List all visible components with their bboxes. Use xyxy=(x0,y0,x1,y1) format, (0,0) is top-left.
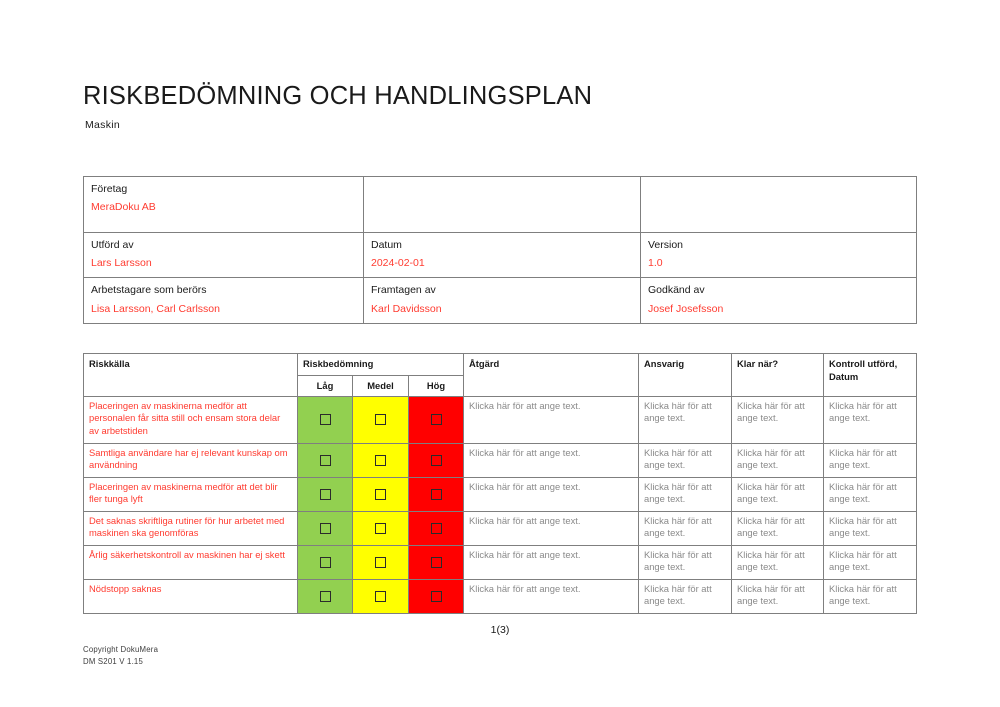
checkbox-high[interactable] xyxy=(431,455,442,466)
info-row-affected-workers xyxy=(84,278,917,323)
cell-risk-high[interactable] xyxy=(409,579,464,613)
cell-action[interactable]: Klicka här för att ange text. xyxy=(464,511,639,545)
col-header-responsible: Ansvarig xyxy=(639,354,732,397)
cell-due-date[interactable]: Klicka här för att ange text. xyxy=(732,477,824,511)
cell-risk-low[interactable] xyxy=(298,443,353,477)
risk-assessment-table xyxy=(83,353,917,614)
col-header-risk-source: Riskkälla xyxy=(84,354,298,397)
cell-control-performed[interactable]: Klicka här för att ange text. xyxy=(824,545,917,579)
cell-control-performed[interactable]: Klicka här för att ange text. xyxy=(824,579,917,613)
info-value: Karl Davidsson xyxy=(371,302,442,315)
cell-risk-medium[interactable] xyxy=(353,579,409,613)
cell-responsible[interactable]: Klicka här för att ange text. xyxy=(639,511,732,545)
cell-risk-medium[interactable] xyxy=(353,396,409,443)
cell-risk-source[interactable]: Nödstopp saknas xyxy=(84,579,298,613)
info-value: Lisa Larsson, Carl Carlsson xyxy=(91,302,220,315)
info-cell-empty-2[interactable] xyxy=(641,177,917,233)
info-value: 2024-02-01 xyxy=(371,257,425,270)
cell-control-performed[interactable]: Klicka här för att ange text. xyxy=(824,443,917,477)
info-cell-empty-1[interactable] xyxy=(364,177,641,233)
cell-responsible[interactable]: Klicka här för att ange text. xyxy=(639,579,732,613)
cell-risk-medium[interactable] xyxy=(353,545,409,579)
info-cell-prepared-by[interactable] xyxy=(364,278,641,323)
info-label: Utförd av xyxy=(91,239,134,251)
title-block xyxy=(83,82,923,131)
info-cell-version[interactable] xyxy=(641,233,917,278)
cell-responsible[interactable]: Klicka här för att ange text. xyxy=(639,396,732,443)
cell-risk-low[interactable] xyxy=(298,545,353,579)
cell-action[interactable]: Klicka här för att ange text. xyxy=(464,443,639,477)
page-subtitle: Maskin xyxy=(85,119,121,132)
checkbox-medium[interactable] xyxy=(375,455,386,466)
info-row-company xyxy=(84,177,917,233)
col-header-low: Låg xyxy=(298,376,353,397)
cell-due-date[interactable]: Klicka här för att ange text. xyxy=(732,443,824,477)
risk-table-header-row-main xyxy=(84,354,917,376)
page-number: 1(3) xyxy=(490,624,510,636)
cell-responsible[interactable]: Klicka här för att ange text. xyxy=(639,545,732,579)
info-cell-date[interactable] xyxy=(364,233,641,278)
info-label: Företag xyxy=(91,183,128,195)
cell-risk-medium[interactable] xyxy=(353,477,409,511)
cell-action[interactable]: Klicka här för att ange text. xyxy=(464,396,639,443)
cell-responsible[interactable]: Klicka här för att ange text. xyxy=(639,443,732,477)
cell-risk-source[interactable]: Årlig säkerhetskontroll av maskinen har ej skett xyxy=(84,545,298,579)
info-label: Arbetstagare som berörs xyxy=(91,284,207,297)
cell-risk-high[interactable] xyxy=(409,396,464,443)
cell-action[interactable]: Klicka här för att ange text. xyxy=(464,579,639,613)
col-header-risk-assessment: Riskbedömning xyxy=(298,354,464,376)
cell-risk-medium[interactable] xyxy=(353,511,409,545)
col-header-action: Åtgärd xyxy=(464,354,639,397)
table-row xyxy=(84,477,917,511)
cell-risk-medium[interactable] xyxy=(353,443,409,477)
cell-due-date[interactable]: Klicka här för att ange text. xyxy=(732,545,824,579)
table-row xyxy=(84,579,917,613)
checkbox-medium[interactable] xyxy=(375,414,386,425)
cell-risk-low[interactable] xyxy=(298,477,353,511)
footer-document-code: DM S201 V 1.15 xyxy=(83,656,144,666)
checkbox-medium[interactable] xyxy=(375,591,386,602)
page-title: RISKBEDÖMNING OCH HANDLINGSPLAN xyxy=(83,82,593,110)
cell-risk-source[interactable]: Placeringen av maskinerna medför att personalen får sitta still och ensam stora delar av arbetstiden xyxy=(84,396,298,443)
info-label: Datum xyxy=(371,239,402,251)
checkbox-low[interactable] xyxy=(320,523,331,534)
col-header-high: Hög xyxy=(409,376,464,397)
cell-risk-low[interactable] xyxy=(298,579,353,613)
info-label: Godkänd av xyxy=(648,284,705,297)
cell-control-performed[interactable]: Klicka här för att ange text. xyxy=(824,511,917,545)
cell-risk-low[interactable] xyxy=(298,511,353,545)
footer-left xyxy=(83,644,158,667)
col-header-medium: Medel xyxy=(353,376,409,397)
cell-control-performed[interactable]: Klicka här för att ange text. xyxy=(824,477,917,511)
checkbox-high[interactable] xyxy=(431,591,442,602)
info-cell-approved-by[interactable] xyxy=(641,278,917,323)
table-row xyxy=(84,443,917,477)
table-row xyxy=(84,396,917,443)
checkbox-high[interactable] xyxy=(431,414,442,425)
footer-copyright: Copyright DokuMera xyxy=(83,645,159,654)
cell-responsible[interactable]: Klicka här för att ange text. xyxy=(639,477,732,511)
document-info-table xyxy=(83,176,917,324)
checkbox-high[interactable] xyxy=(431,557,442,568)
cell-risk-high[interactable] xyxy=(409,443,464,477)
cell-risk-low[interactable] xyxy=(298,396,353,443)
checkbox-low[interactable] xyxy=(320,414,331,425)
checkbox-high[interactable] xyxy=(431,523,442,534)
cell-action[interactable]: Klicka här för att ange text. xyxy=(464,545,639,579)
info-label: Version xyxy=(648,239,684,251)
checkbox-medium[interactable] xyxy=(375,523,386,534)
checkbox-medium[interactable] xyxy=(375,489,386,500)
info-value: MeraDoku AB xyxy=(91,201,156,214)
table-row xyxy=(84,545,917,579)
checkbox-medium[interactable] xyxy=(375,557,386,568)
info-cell-performed-by[interactable] xyxy=(84,233,364,278)
info-row-performed-by xyxy=(84,233,917,278)
cell-risk-source[interactable]: Samtliga användare har ej relevant kunskap om användning xyxy=(84,443,298,477)
info-value: 1.0 xyxy=(648,257,663,270)
cell-risk-high[interactable] xyxy=(409,545,464,579)
info-value: Lars Larsson xyxy=(91,257,152,270)
cell-risk-source[interactable]: Det saknas skriftliga rutiner för hur arbetet med maskinen ska genomföras xyxy=(84,511,298,545)
info-label: Framtagen av xyxy=(371,284,436,297)
cell-due-date[interactable]: Klicka här för att ange text. xyxy=(732,511,824,545)
checkbox-low[interactable] xyxy=(320,455,331,466)
col-header-control-performed: Kontroll utförd, Datum xyxy=(824,354,917,397)
cell-control-performed[interactable]: Klicka här för att ange text. xyxy=(824,396,917,443)
info-cell-affected-workers[interactable] xyxy=(84,278,364,323)
checkbox-low[interactable] xyxy=(320,591,331,602)
cell-due-date[interactable]: Klicka här för att ange text. xyxy=(732,579,824,613)
info-value: Josef Josefsson xyxy=(648,302,724,315)
cell-risk-source[interactable]: Placeringen av maskinerna medför att det blir fler tunga lyft xyxy=(84,477,298,511)
col-header-due-date: Klar när? xyxy=(732,354,824,397)
cell-risk-high[interactable] xyxy=(409,477,464,511)
cell-risk-high[interactable] xyxy=(409,511,464,545)
checkbox-low[interactable] xyxy=(320,557,331,568)
checkbox-high[interactable] xyxy=(431,489,442,500)
cell-due-date[interactable]: Klicka här för att ange text. xyxy=(732,396,824,443)
cell-action[interactable]: Klicka här för att ange text. xyxy=(464,477,639,511)
table-row xyxy=(84,511,917,545)
checkbox-low[interactable] xyxy=(320,489,331,500)
info-cell-company[interactable] xyxy=(84,177,364,233)
